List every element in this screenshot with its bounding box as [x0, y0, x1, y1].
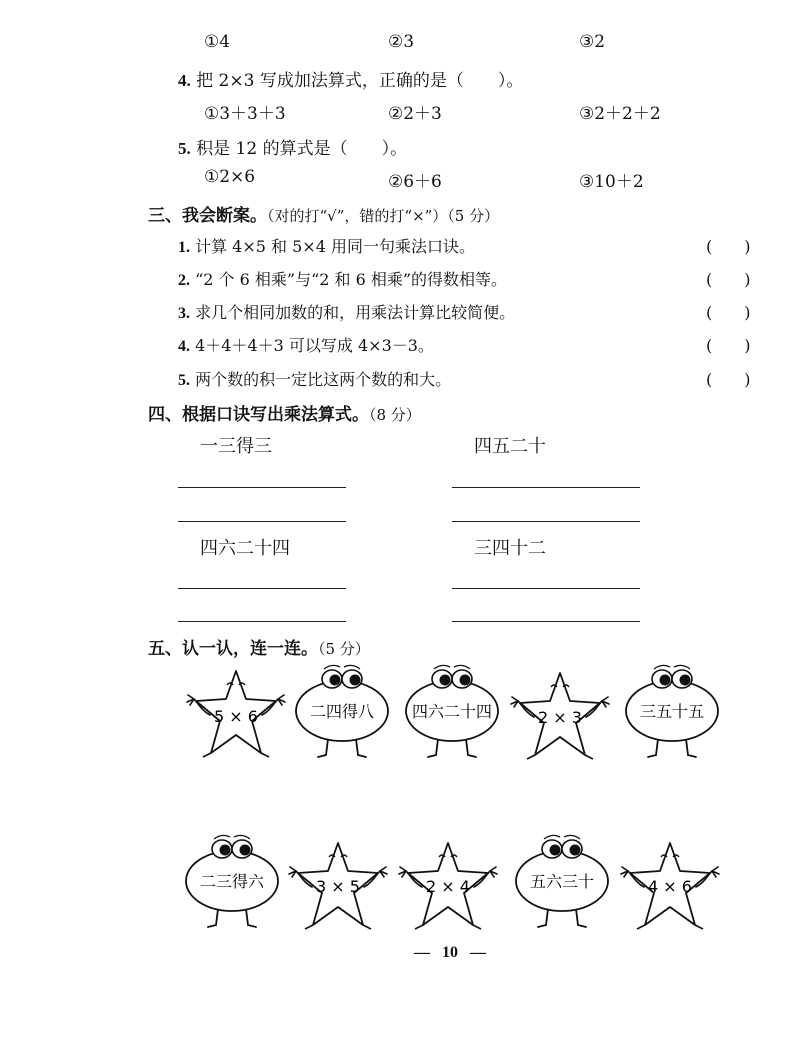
question-5-text: 积是 12 的算式是（ ）。 [196, 139, 408, 159]
q3-option-2: ②3 [388, 32, 415, 52]
oval-card-label: 四六二十四 [411, 702, 493, 721]
q4-option-2: ②2＋3 [388, 104, 442, 124]
section-5-note: （5 分） [318, 640, 370, 658]
judge-item-4-number: 4. [178, 338, 190, 355]
star-card[interactable] [621, 843, 719, 929]
section-3-title: 三、我会断案。 [148, 206, 267, 226]
oval-card[interactable] [626, 665, 718, 757]
page-number [414, 944, 486, 962]
star-card[interactable] [511, 673, 609, 759]
verse-1: 一三得三 [200, 436, 272, 457]
judge-answer-1[interactable]: ( ) [706, 237, 751, 256]
section-4-title: 四、根据口诀写出乘法算式。 [148, 405, 369, 425]
q5-option-1: ①2×6 [204, 167, 256, 187]
verse-2: 四五二十 [474, 436, 546, 457]
q4-option-1: ①3＋3＋3 [204, 104, 286, 124]
star-card-label: 2 × 4 [426, 877, 470, 896]
star-card[interactable] [289, 843, 387, 929]
section-3-note: （对的打“√”，错的打“×”）（5 分） [267, 207, 500, 225]
q3-option-1: ①4 [204, 32, 231, 52]
oval-card-label: 五六三十 [529, 872, 595, 891]
judge-answer-5[interactable]: ( ) [706, 370, 751, 389]
star-card-label: 2 × 3 [538, 708, 582, 727]
oval-card-label: 二四得八 [309, 702, 375, 721]
judge-item-5-text: 两个数的积一定比这两个数的和大。 [195, 370, 452, 389]
verse-4: 三四十二 [474, 538, 546, 559]
star-card-label: 3 × 5 [316, 877, 360, 896]
star-card-label: 4 × 6 [648, 877, 692, 896]
oval-card[interactable] [516, 835, 608, 927]
judge-item-3-number: 3. [178, 305, 190, 322]
judge-answer-3[interactable]: ( ) [706, 303, 751, 322]
page-dash-left: — [414, 944, 430, 961]
judge-item-4-text: 4＋4＋4＋3 可以写成 4×3－3。 [195, 336, 434, 355]
q5-option-3: ③10＋2 [579, 172, 644, 192]
judge-item-2-text: “2 个 6 相乘”与“2 和 6 相乘”的得数相等。 [195, 270, 508, 289]
judge-item-3-text: 求几个相同加数的和，用乘法计算比较简便。 [195, 303, 516, 322]
question-5-number: 5. [178, 139, 191, 158]
verse-3: 四六二十四 [200, 538, 290, 559]
judge-answer-4[interactable]: ( ) [706, 336, 751, 355]
judge-item-1-number: 1. [178, 239, 190, 256]
q3-option-3: ③2 [579, 32, 606, 52]
judge-item-5-number: 5. [178, 372, 190, 389]
judge-answer-2[interactable]: ( ) [706, 270, 751, 289]
question-4-number: 4. [178, 71, 191, 90]
judge-item-1-text: 计算 4×5 和 5×4 用同一句乘法口诀。 [195, 237, 475, 256]
oval-card-label: 三五十五 [639, 702, 705, 721]
oval-card[interactable] [406, 665, 498, 757]
oval-card-label: 二三得六 [199, 872, 265, 891]
star-card[interactable] [187, 671, 285, 757]
star-card[interactable] [399, 843, 497, 929]
oval-card[interactable] [296, 665, 388, 757]
star-card-label: 5 × 6 [214, 707, 258, 726]
q4-option-3: ③2＋2＋2 [579, 104, 661, 124]
section-5-title: 五、认一认，连一连。 [148, 639, 318, 659]
section-4-note: （8 分） [369, 406, 421, 424]
oval-card[interactable] [186, 835, 278, 927]
question-4-text: 把 2×3 写成加法算式，正确的是（ ）。 [196, 71, 524, 91]
page-dash-right: — [470, 944, 486, 961]
q5-option-2: ②6＋6 [388, 172, 442, 192]
judge-item-2-number: 2. [178, 272, 190, 289]
page-number-value: 10 [442, 944, 458, 961]
